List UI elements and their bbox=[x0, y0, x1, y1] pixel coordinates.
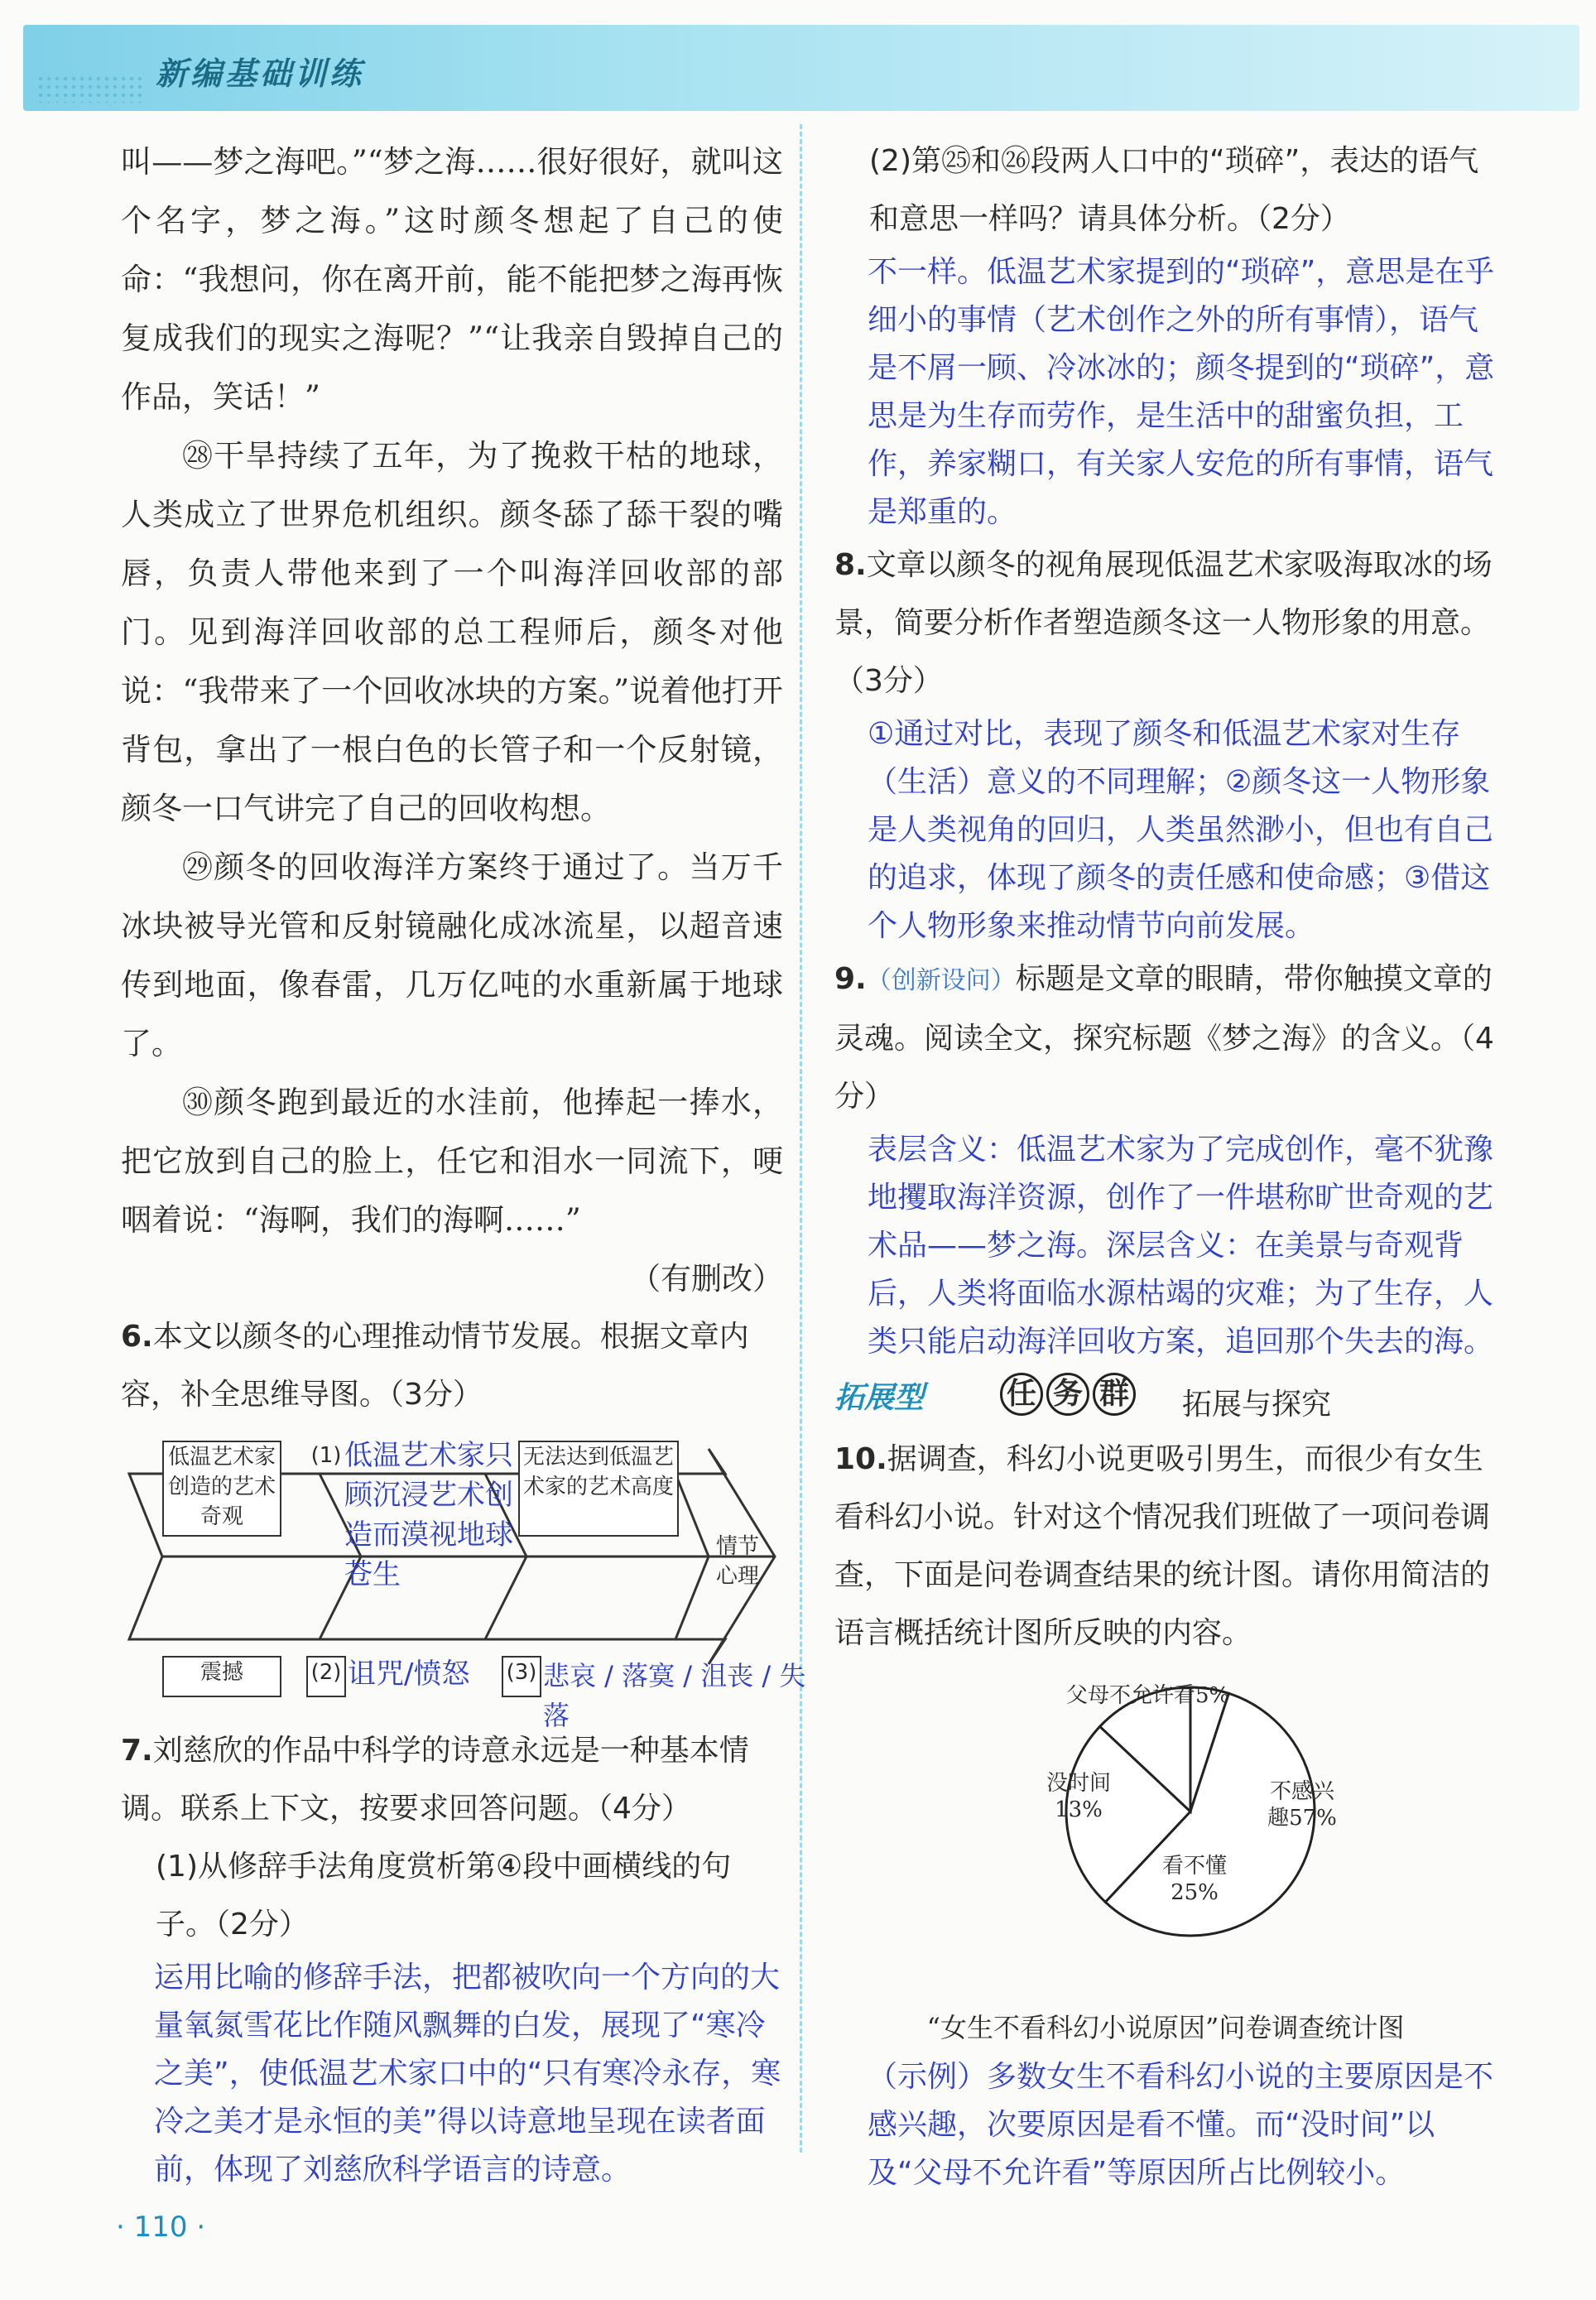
task-char-3: 群 bbox=[1093, 1373, 1136, 1416]
box-label-2: (2) bbox=[306, 1656, 346, 1697]
pie-label-no-time: 没时间13% bbox=[1046, 1771, 1111, 1822]
passage-para-27: 叫——梦之海吧。”“梦之海……很好很好，就叫这个名字，梦之海。”这时颜冬想起了自己的使命：“我想问，你在离开前，能不能把梦之海再恢复成我们的现实之海呢？”“让我亲自毁掉自己的作品，笑话！” bbox=[121, 144, 783, 415]
answer-6-1: 低温艺术家只顾沉浸艺术创造而漠视地球苍生 bbox=[344, 1439, 513, 1591]
box-cannot-reach: 无法达到低温艺术家的艺术高度 bbox=[518, 1441, 679, 1537]
answer-8: ①通过对比，表现了颜冬和低温艺术家对生存（生活）意义的不同理解；②颜冬这一人物形象是人类视角的回归，人类虽然渺小，但也有自己的追求，体现了颜冬的责任感和使命感；③借这个人物形象来推动情节向前发展。 bbox=[868, 717, 1494, 943]
pie-label-not-understand: 看不懂25% bbox=[1161, 1854, 1227, 1905]
question-6 bbox=[121, 1308, 783, 1424]
pie-chart-title: “女生不看科幻小说原因”问卷调查统计图 bbox=[926, 2012, 1405, 2043]
question-10 bbox=[834, 1431, 1497, 1662]
answer-6-3: 悲哀 / 落寞 / 沮丧 / 失落 bbox=[543, 1660, 806, 1731]
passage-para-29: ㉙颜冬的回收海洋方案终于通过了。当万千冰块被导光管和反射镜融化成冰流星，以超音速传到地面，像春雷，几万亿吨的水重新属于地球了。 bbox=[121, 849, 783, 1061]
pie-label-not-interested: 不感兴趣57% bbox=[1267, 1779, 1337, 1831]
answer-7-1: 运用比喻的修辞手法，把都被吹向一个方向的大量氧氮雪花比作随风飘舞的白发，展现了“寒冷之美”，使低温艺术家口中的“只有寒冷永存，寒冷之美才是永恒的美”得以诗意地呈现在读者面前，体现了刘慈欣科学语言的诗意。 bbox=[154, 1961, 781, 2187]
question-7-number: 7. bbox=[121, 1734, 153, 1768]
box-shock: 震撼 bbox=[162, 1656, 281, 1697]
task-char-2: 务 bbox=[1046, 1373, 1089, 1416]
question-8-text: 文章以颜冬的视角展现低温艺术家吸海取冰的场景，简要分析作者塑造颜冬这一人物形象的用意。（3分） bbox=[834, 548, 1493, 698]
question-10-number: 10. bbox=[834, 1442, 887, 1476]
question-9-tag: （创新设问） bbox=[866, 966, 1016, 995]
question-7 bbox=[121, 1722, 783, 1838]
question-7-text: 刘慈欣的作品中科学的诗意永远是一种基本情调。联系上下文，按要求回答问题。（4分） bbox=[121, 1734, 749, 1826]
header-title: 新编基础训练 bbox=[156, 55, 365, 92]
box-label-1: (1) bbox=[310, 1443, 342, 1468]
passage-para-28: ㉘干旱持续了五年，为了挽救干枯的地球，人类成立了世界危机组织。颜冬舔了舔干裂的嘴唇，负责人带他来到了一个叫海洋回收部的部门。见到海洋回收部的总工程师后，颜冬对他说：“我带来了一个回收冰块的方案。”说着他打开背包，拿出了一根白色的长管子和一个反射镜，颜冬一口气讲完了自己的回收构想。 bbox=[121, 438, 783, 826]
task-group-banner bbox=[834, 1369, 1497, 1422]
answer-6-2: 诅咒/愤怒 bbox=[348, 1658, 470, 1691]
mind-map-diagram bbox=[113, 1432, 824, 1731]
box-plot-psychology: 情节心理 bbox=[715, 1534, 759, 1589]
question-7-1: (1)从修辞手法角度赏析第④段中画横线的句子。（2分） bbox=[156, 1850, 732, 1942]
source-note: （有删改） bbox=[630, 1261, 783, 1297]
task-type-label: 拓展型 bbox=[834, 1381, 925, 1415]
box-label-3: (3) bbox=[502, 1656, 541, 1697]
question-8 bbox=[834, 537, 1497, 710]
question-6-number: 6. bbox=[121, 1320, 153, 1354]
passage-para-30: ㉚颜冬跑到最近的水洼前，他捧起一捧水，把它放到自己的脸上，任它和泪水一同流下，哽咽着说：“海啊，我们的海啊……” bbox=[121, 1085, 783, 1238]
page-number: · 110 · bbox=[116, 2211, 206, 2244]
pie-label-parents: 父母不允许看5% bbox=[1066, 1683, 1230, 1708]
box-art-wonder: 低温艺术家创造的艺术奇观 bbox=[162, 1441, 281, 1537]
question-8-number: 8. bbox=[834, 548, 867, 582]
column-divider bbox=[800, 124, 802, 2153]
page-header bbox=[23, 25, 1579, 111]
answer-7-2: 不一样。低温艺术家提到的“琐碎”，意思是在乎细小的事情（艺术创作之外的所有事情），语气是不屑一顾、冷冰冰的；颜冬提到的“琐碎”，意思是为生存而劳作，是生活中的甜蜜负担，工作，养家糊口，有关家人安危的所有事情，语气是郑重的。 bbox=[868, 255, 1495, 529]
pie-chart bbox=[834, 1671, 1497, 2002]
question-9-number: 9. bbox=[834, 962, 867, 996]
answer-10: （示例）多数女生不看科幻小说的主要原因是不感兴趣，次要原因是看不懂。而“没时间”以及“父母不允许看”等原因所占比例较小。 bbox=[868, 2060, 1494, 2190]
question-10-text: 据调查，科幻小说更吸引男生，而很少有女生看科幻小说。针对这个情况我们班做了一项问卷调查，下面是问卷调查结果的统计图。请你用简洁的语言概括统计图所反映的内容。 bbox=[834, 1442, 1491, 1650]
question-9-text: 标题是文章的眼睛，带你触摸文章的灵魂。阅读全文，探究标题《梦之海》的含义。（4分） bbox=[834, 962, 1494, 1114]
header-dot-pattern bbox=[36, 75, 144, 103]
question-9 bbox=[834, 950, 1497, 1126]
task-subtitle: 拓展与探究 bbox=[1182, 1388, 1332, 1422]
left-column bbox=[121, 132, 806, 2194]
right-column bbox=[834, 132, 1497, 2197]
question-6-text: 本文以颜冬的心理推动情节发展。根据文章内容，补全思维导图。（3分） bbox=[121, 1320, 749, 1412]
task-char-1: 任 bbox=[1000, 1373, 1043, 1416]
question-7-2: (2)第㉕和㉖段两人口中的“琐碎”，表达的语气和意思一样吗？请具体分析。（2分） bbox=[869, 144, 1479, 236]
task-group-title bbox=[1000, 1373, 1139, 1416]
answer-9: 表层含义：低温艺术家为了完成创作，毫不犹豫地攫取海洋资源，创作了一件堪称旷世奇观的艺术品——梦之海。深层含义：在美景与奇观背后，人类将面临水源枯竭的灾难；为了生存，人类只能启动海洋回收方案，追回那个失去的海。 bbox=[868, 1133, 1494, 1359]
